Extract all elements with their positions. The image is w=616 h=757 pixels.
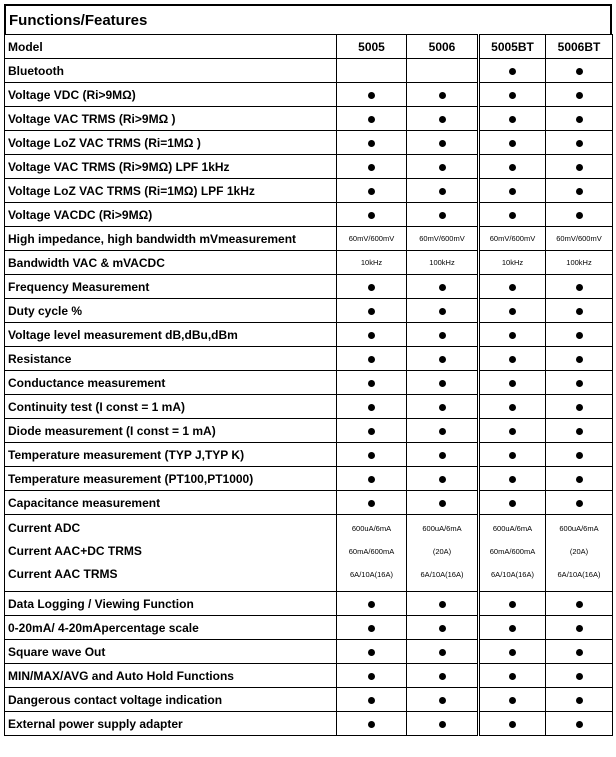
feature-supported-dot bbox=[368, 721, 375, 728]
header-5006bt: 5006BT bbox=[546, 35, 613, 59]
feature-supported-dot bbox=[509, 68, 516, 75]
feature-value: 60mA/600mA bbox=[348, 547, 395, 556]
feature-supported-dot bbox=[368, 649, 375, 656]
table-row bbox=[5, 712, 613, 736]
feature-dot-cell bbox=[407, 299, 479, 323]
table-row bbox=[5, 299, 613, 323]
feature-supported-dot bbox=[576, 649, 583, 656]
current-values-cell bbox=[479, 515, 546, 592]
feature-supported-dot bbox=[509, 404, 516, 411]
feature-supported-dot bbox=[368, 140, 375, 147]
feature-supported-dot bbox=[576, 476, 583, 483]
features-sheet bbox=[4, 4, 612, 736]
table-row bbox=[5, 467, 613, 491]
feature-empty-cell bbox=[407, 59, 479, 83]
feature-dot-cell bbox=[337, 443, 407, 467]
feature-supported-dot bbox=[576, 68, 583, 75]
feature-dot-cell bbox=[407, 155, 479, 179]
feature-supported-dot bbox=[509, 308, 516, 315]
feature-supported-dot bbox=[368, 356, 375, 363]
feature-supported-dot bbox=[509, 140, 516, 147]
feature-supported-dot bbox=[576, 601, 583, 608]
feature-value: 600uA/6mA bbox=[492, 524, 533, 533]
feature-dot-cell bbox=[479, 395, 546, 419]
feature-supported-dot bbox=[576, 116, 583, 123]
feature-supported-dot bbox=[576, 404, 583, 411]
feature-supported-dot bbox=[576, 356, 583, 363]
feature-dot-cell bbox=[407, 347, 479, 371]
feature-dot-cell bbox=[407, 640, 479, 664]
current-feature-names bbox=[5, 515, 337, 592]
feature-dot-cell bbox=[479, 323, 546, 347]
feature-value-cell: 60mV/600mV bbox=[479, 227, 546, 251]
feature-supported-dot bbox=[439, 649, 446, 656]
feature-supported-dot bbox=[368, 697, 375, 704]
feature-value: (20A) bbox=[432, 547, 452, 556]
feature-empty-cell bbox=[337, 59, 407, 83]
feature-value-cell: 10kHz bbox=[479, 251, 546, 275]
table-row bbox=[5, 179, 613, 203]
feature-dot-cell bbox=[546, 467, 613, 491]
table-row bbox=[5, 371, 613, 395]
feature-dot-cell bbox=[407, 371, 479, 395]
current-values-cell bbox=[407, 515, 479, 592]
feature-supported-dot bbox=[576, 284, 583, 291]
feature-dot-cell bbox=[546, 323, 613, 347]
current-values-cell bbox=[337, 515, 407, 592]
feature-name: 0-20mA/ 4-20mApercentage scale bbox=[5, 616, 337, 640]
feature-dot-cell bbox=[546, 616, 613, 640]
feature-supported-dot bbox=[439, 308, 446, 315]
feature-value-cell: 60mV/600mV bbox=[407, 227, 479, 251]
feature-dot-cell bbox=[479, 155, 546, 179]
feature-supported-dot bbox=[439, 380, 446, 387]
feature-supported-dot bbox=[368, 476, 375, 483]
feature-dot-cell bbox=[407, 616, 479, 640]
feature-supported-dot bbox=[439, 476, 446, 483]
feature-name: Voltage VACDC (Ri>9MΩ) bbox=[5, 203, 337, 227]
table-row bbox=[5, 251, 613, 275]
feature-supported-dot bbox=[439, 188, 446, 195]
feature-value-cell: 100kHz bbox=[407, 251, 479, 275]
table-row bbox=[5, 443, 613, 467]
feature-dot-cell bbox=[337, 419, 407, 443]
feature-supported-dot bbox=[439, 332, 446, 339]
feature-supported-dot bbox=[509, 188, 516, 195]
feature-dot-cell bbox=[479, 491, 546, 515]
feature-supported-dot bbox=[509, 601, 516, 608]
feature-name: Continuity test (I const = 1 mA) bbox=[5, 395, 337, 419]
feature-value: 6A/10A(16A) bbox=[350, 570, 393, 579]
current-block-row bbox=[5, 515, 613, 592]
feature-dot-cell bbox=[546, 443, 613, 467]
feature-name: Bandwidth VAC & mVACDC bbox=[5, 251, 337, 275]
feature-supported-dot bbox=[439, 673, 446, 680]
feature-name: Capacitance measurement bbox=[5, 491, 337, 515]
feature-dot-cell bbox=[479, 83, 546, 107]
header-5005: 5005 bbox=[337, 35, 407, 59]
feature-dot-cell bbox=[407, 712, 479, 736]
feature-supported-dot bbox=[576, 164, 583, 171]
feature-dot-cell bbox=[407, 107, 479, 131]
table-row bbox=[5, 419, 613, 443]
table-row bbox=[5, 592, 613, 616]
feature-dot-cell bbox=[546, 59, 613, 83]
feature-supported-dot bbox=[439, 428, 446, 435]
feature-name: High impedance, high bandwidth mVmeasurement bbox=[5, 227, 337, 251]
feature-dot-cell bbox=[479, 712, 546, 736]
feature-name: Diode measurement (I const = 1 mA) bbox=[5, 419, 337, 443]
feature-supported-dot bbox=[439, 452, 446, 459]
feature-value: 6A/10A(16A) bbox=[557, 570, 601, 579]
feature-supported-dot bbox=[509, 452, 516, 459]
feature-dot-cell bbox=[479, 203, 546, 227]
feature-dot-cell bbox=[546, 395, 613, 419]
feature-supported-dot bbox=[439, 721, 446, 728]
feature-dot-cell bbox=[407, 275, 479, 299]
feature-supported-dot bbox=[368, 116, 375, 123]
feature-dot-cell bbox=[407, 83, 479, 107]
feature-supported-dot bbox=[509, 673, 516, 680]
feature-name: Voltage VDC (Ri>9MΩ) bbox=[5, 83, 337, 107]
table-row bbox=[5, 155, 613, 179]
feature-dot-cell bbox=[546, 275, 613, 299]
feature-dot-cell bbox=[479, 131, 546, 155]
feature-dot-cell bbox=[407, 131, 479, 155]
feature-supported-dot bbox=[439, 356, 446, 363]
table-row bbox=[5, 59, 613, 83]
feature-dot-cell bbox=[337, 131, 407, 155]
table-row bbox=[5, 203, 613, 227]
feature-dot-cell bbox=[479, 688, 546, 712]
feature-value: 6A/10A(16A) bbox=[420, 570, 464, 579]
table-row bbox=[5, 395, 613, 419]
feature-dot-cell bbox=[337, 712, 407, 736]
feature-supported-dot bbox=[368, 380, 375, 387]
feature-name: Conductance measurement bbox=[5, 371, 337, 395]
feature-supported-dot bbox=[368, 212, 375, 219]
feature-supported-dot bbox=[509, 164, 516, 171]
table-title: Functions/Features bbox=[4, 4, 612, 34]
header-model: Model bbox=[5, 35, 337, 59]
feature-dot-cell bbox=[546, 592, 613, 616]
feature-dot-cell bbox=[407, 688, 479, 712]
feature-dot-cell bbox=[479, 616, 546, 640]
feature-supported-dot bbox=[576, 188, 583, 195]
feature-dot-cell bbox=[546, 203, 613, 227]
table-row bbox=[5, 640, 613, 664]
feature-dot-cell bbox=[337, 347, 407, 371]
feature-supported-dot bbox=[509, 356, 516, 363]
feature-name: Dangerous contact voltage indication bbox=[5, 688, 337, 712]
feature-supported-dot bbox=[576, 697, 583, 704]
feature-supported-dot bbox=[576, 332, 583, 339]
feature-dot-cell bbox=[337, 395, 407, 419]
feature-supported-dot bbox=[509, 380, 516, 387]
feature-dot-cell bbox=[337, 83, 407, 107]
feature-supported-dot bbox=[368, 164, 375, 171]
feature-supported-dot bbox=[509, 721, 516, 728]
feature-supported-dot bbox=[576, 500, 583, 507]
header-5006: 5006 bbox=[407, 35, 479, 59]
feature-supported-dot bbox=[368, 284, 375, 291]
feature-name: Voltage VAC TRMS (Ri>9MΩ) LPF 1kHz bbox=[5, 155, 337, 179]
feature-supported-dot bbox=[439, 212, 446, 219]
feature-name: Current AAC+DC TRMS bbox=[8, 544, 142, 558]
feature-dot-cell bbox=[479, 299, 546, 323]
feature-supported-dot bbox=[439, 92, 446, 99]
feature-supported-dot bbox=[509, 92, 516, 99]
feature-supported-dot bbox=[509, 625, 516, 632]
feature-dot-cell bbox=[546, 640, 613, 664]
feature-supported-dot bbox=[439, 601, 446, 608]
feature-supported-dot bbox=[576, 212, 583, 219]
feature-supported-dot bbox=[439, 284, 446, 291]
current-values-cell bbox=[546, 515, 613, 592]
feature-dot-cell bbox=[337, 592, 407, 616]
feature-dot-cell bbox=[546, 371, 613, 395]
feature-dot-cell bbox=[337, 491, 407, 515]
feature-dot-cell bbox=[479, 467, 546, 491]
feature-value: 600uA/6mA bbox=[351, 524, 392, 533]
feature-dot-cell bbox=[479, 443, 546, 467]
feature-supported-dot bbox=[576, 721, 583, 728]
feature-dot-cell bbox=[337, 688, 407, 712]
feature-dot-cell bbox=[407, 443, 479, 467]
feature-dot-cell bbox=[407, 323, 479, 347]
feature-name: Duty cycle % bbox=[5, 299, 337, 323]
feature-dot-cell bbox=[407, 179, 479, 203]
feature-value: 600uA/6mA bbox=[422, 524, 462, 533]
feature-dot-cell bbox=[337, 616, 407, 640]
feature-dot-cell bbox=[479, 275, 546, 299]
features-table-body bbox=[5, 35, 613, 736]
feature-dot-cell bbox=[546, 155, 613, 179]
feature-supported-dot bbox=[368, 500, 375, 507]
table-row bbox=[5, 491, 613, 515]
table-row bbox=[5, 227, 613, 251]
feature-value: 6A/10A(16A) bbox=[491, 570, 534, 579]
feature-name: Current ADC bbox=[8, 521, 81, 535]
feature-name: Voltage VAC TRMS (Ri>9MΩ ) bbox=[5, 107, 337, 131]
feature-name: External power supply adapter bbox=[5, 712, 337, 736]
feature-supported-dot bbox=[509, 284, 516, 291]
feature-dot-cell bbox=[407, 419, 479, 443]
feature-supported-dot bbox=[576, 428, 583, 435]
table-row bbox=[5, 664, 613, 688]
feature-supported-dot bbox=[368, 332, 375, 339]
feature-dot-cell bbox=[546, 688, 613, 712]
feature-supported-dot bbox=[368, 428, 375, 435]
table-row bbox=[5, 107, 613, 131]
feature-dot-cell bbox=[546, 419, 613, 443]
table-row bbox=[5, 83, 613, 107]
feature-supported-dot bbox=[576, 625, 583, 632]
feature-dot-cell bbox=[546, 491, 613, 515]
feature-dot-cell bbox=[546, 179, 613, 203]
feature-dot-cell bbox=[479, 640, 546, 664]
table-row bbox=[5, 323, 613, 347]
feature-supported-dot bbox=[439, 164, 446, 171]
feature-dot-cell bbox=[407, 395, 479, 419]
feature-dot-cell bbox=[546, 712, 613, 736]
feature-supported-dot bbox=[509, 649, 516, 656]
feature-dot-cell bbox=[337, 664, 407, 688]
feature-dot-cell bbox=[546, 107, 613, 131]
feature-dot-cell bbox=[337, 371, 407, 395]
feature-dot-cell bbox=[337, 275, 407, 299]
feature-name: Voltage LoZ VAC TRMS (Ri=1MΩ) LPF 1kHz bbox=[5, 179, 337, 203]
feature-value-cell: 10kHz bbox=[337, 251, 407, 275]
feature-value: 60mA/600mA bbox=[489, 547, 536, 556]
feature-dot-cell bbox=[337, 203, 407, 227]
feature-dot-cell bbox=[546, 664, 613, 688]
feature-dot-cell bbox=[479, 107, 546, 131]
feature-dot-cell bbox=[407, 592, 479, 616]
feature-dot-cell bbox=[407, 664, 479, 688]
feature-supported-dot bbox=[439, 140, 446, 147]
feature-supported-dot bbox=[368, 601, 375, 608]
feature-supported-dot bbox=[576, 308, 583, 315]
feature-value-cell: 100kHz bbox=[546, 251, 613, 275]
feature-name: Square wave Out bbox=[5, 640, 337, 664]
feature-name: Voltage level measurement dB,dBu,dBm bbox=[5, 323, 337, 347]
feature-dot-cell bbox=[546, 131, 613, 155]
feature-name: Resistance bbox=[5, 347, 337, 371]
feature-supported-dot bbox=[368, 452, 375, 459]
feature-dot-cell bbox=[337, 299, 407, 323]
feature-supported-dot bbox=[368, 404, 375, 411]
feature-supported-dot bbox=[509, 697, 516, 704]
feature-dot-cell bbox=[337, 323, 407, 347]
feature-supported-dot bbox=[576, 92, 583, 99]
feature-supported-dot bbox=[439, 625, 446, 632]
feature-value-cell: 60mV/600mV bbox=[337, 227, 407, 251]
feature-dot-cell bbox=[479, 592, 546, 616]
feature-dot-cell bbox=[337, 179, 407, 203]
feature-dot-cell bbox=[479, 419, 546, 443]
feature-name: Bluetooth bbox=[5, 59, 337, 83]
table-row bbox=[5, 347, 613, 371]
feature-dot-cell bbox=[407, 467, 479, 491]
feature-dot-cell bbox=[337, 640, 407, 664]
feature-dot-cell bbox=[546, 83, 613, 107]
feature-supported-dot bbox=[368, 625, 375, 632]
table-row bbox=[5, 688, 613, 712]
feature-supported-dot bbox=[576, 452, 583, 459]
header-5005bt: 5005BT bbox=[479, 35, 546, 59]
feature-dot-cell bbox=[479, 59, 546, 83]
feature-name: Frequency Measurement bbox=[5, 275, 337, 299]
feature-supported-dot bbox=[509, 332, 516, 339]
feature-dot-cell bbox=[546, 299, 613, 323]
features-table bbox=[4, 34, 613, 736]
feature-value-cell: 60mV/600mV bbox=[546, 227, 613, 251]
feature-name: Current AAC TRMS bbox=[8, 567, 118, 581]
feature-name: Data Logging / Viewing Function bbox=[5, 592, 337, 616]
header-row bbox=[5, 35, 613, 59]
feature-dot-cell bbox=[479, 371, 546, 395]
feature-supported-dot bbox=[439, 500, 446, 507]
feature-supported-dot bbox=[368, 188, 375, 195]
table-row bbox=[5, 131, 613, 155]
feature-supported-dot bbox=[576, 140, 583, 147]
feature-supported-dot bbox=[368, 92, 375, 99]
feature-supported-dot bbox=[509, 212, 516, 219]
feature-dot-cell bbox=[479, 179, 546, 203]
feature-supported-dot bbox=[368, 308, 375, 315]
table-row bbox=[5, 616, 613, 640]
feature-supported-dot bbox=[576, 380, 583, 387]
feature-supported-dot bbox=[439, 116, 446, 123]
feature-supported-dot bbox=[368, 673, 375, 680]
feature-name: Temperature measurement (PT100,PT1000) bbox=[5, 467, 337, 491]
feature-dot-cell bbox=[407, 203, 479, 227]
feature-dot-cell bbox=[337, 107, 407, 131]
feature-supported-dot bbox=[509, 428, 516, 435]
feature-supported-dot bbox=[439, 697, 446, 704]
feature-supported-dot bbox=[439, 404, 446, 411]
feature-name: MIN/MAX/AVG and Auto Hold Functions bbox=[5, 664, 337, 688]
feature-supported-dot bbox=[509, 116, 516, 123]
feature-value: 600uA/6mA bbox=[559, 524, 599, 533]
feature-name: Temperature measurement (TYP J,TYP K) bbox=[5, 443, 337, 467]
feature-dot-cell bbox=[479, 347, 546, 371]
table-row bbox=[5, 275, 613, 299]
feature-dot-cell bbox=[407, 491, 479, 515]
feature-name: Voltage LoZ VAC TRMS (Ri=1MΩ ) bbox=[5, 131, 337, 155]
feature-dot-cell bbox=[337, 155, 407, 179]
feature-value: (20A) bbox=[569, 547, 589, 556]
feature-supported-dot bbox=[576, 673, 583, 680]
feature-dot-cell bbox=[546, 347, 613, 371]
feature-dot-cell bbox=[479, 664, 546, 688]
feature-supported-dot bbox=[509, 476, 516, 483]
feature-supported-dot bbox=[509, 500, 516, 507]
feature-dot-cell bbox=[337, 467, 407, 491]
